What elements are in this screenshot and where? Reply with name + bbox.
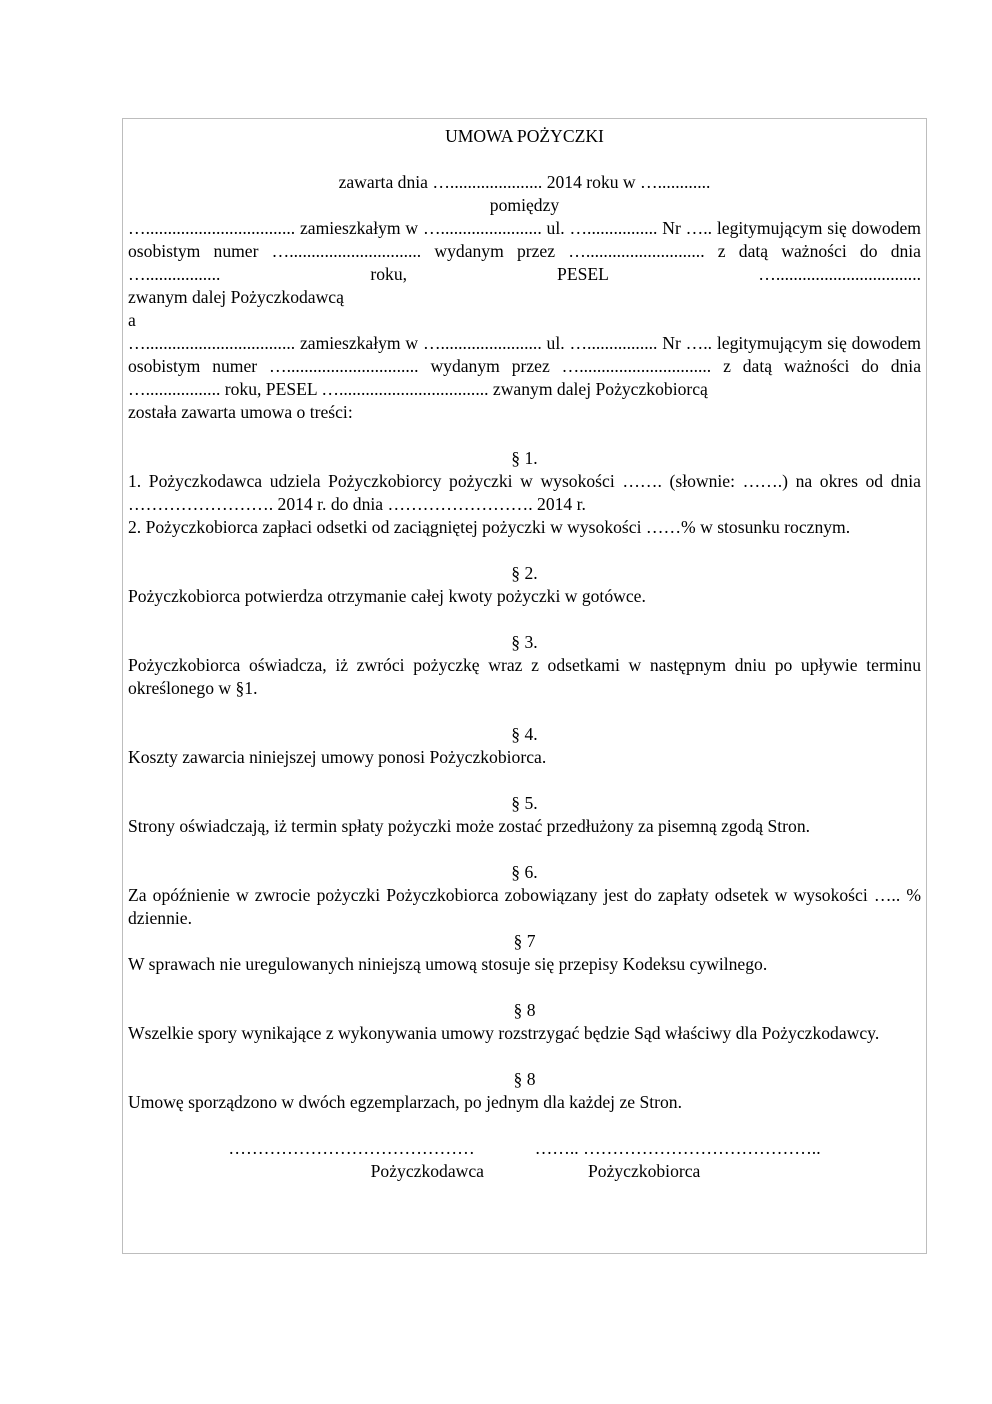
section-7-paragraph: W sprawach nie uregulowanych niniejszą umową stosuje się przepisy Kodeksu cywilnego. — [128, 954, 768, 974]
spacer — [128, 1045, 921, 1068]
signature-left-name: Pożyczkodawca — [370, 1161, 484, 1181]
spacer — [128, 769, 921, 792]
section-4-heading: § 4. — [511, 724, 538, 744]
signature-left-line: …………………………………… — [228, 1138, 475, 1158]
section-6-paragraph: Za opóźnienie w zwrocie pożyczki Pożyczkobiorca zobowiązany jest do zapłaty odsetek w wysokości ….. % dziennie. — [128, 885, 921, 928]
and-label: a — [128, 310, 136, 330]
party2-details: ….................................. zamieszkałym w …....................... ul. …................ Nr ….. legitymującym się dowodem osobistym numer ….............................. wydanym przez ….............................. z datą ważności do dnia …................. roku, PESEL ….................................. zwanym dalej Pożyczkobiorcą — [128, 333, 921, 399]
spacer — [128, 1114, 921, 1137]
document-title: UMOWA POŻYCZKI — [445, 126, 604, 146]
section-1-paragraph-2: 2. Pożyczkobiorca zapłaci odsetki od zaciągniętej pożyczki w wysokości ……% w stosunku rocznym. — [128, 517, 851, 537]
section-5-heading: § 5. — [511, 793, 538, 813]
concluded-content-label: została zawarta umowa o treści: — [128, 402, 353, 422]
section-7-heading: § 7 — [513, 931, 536, 951]
section-6-heading: § 6. — [511, 862, 538, 882]
spacer — [128, 976, 921, 999]
spacer — [128, 608, 921, 631]
section-9-heading: § 8 — [513, 1069, 536, 1089]
section-1-heading: § 1. — [511, 448, 538, 468]
party1-called: zwanym dalej Pożyczkodawcą — [128, 287, 344, 307]
section-3-heading: § 3. — [511, 632, 538, 652]
section-8-heading: § 8 — [513, 1000, 536, 1020]
section-8-paragraph: Wszelkie spory wynikające z wykonywania umowy rozstrzygać będzie Sąd właściwy dla Pożyczkodawcy. — [128, 1023, 880, 1043]
spacer — [128, 700, 921, 723]
signature-names — [128, 1160, 921, 1183]
concluded-line: zawarta dnia …..................... 2014 roku w …............ — [338, 172, 711, 192]
contract-document — [122, 118, 927, 1254]
signature-right-line: …….. ………………………………….. — [534, 1138, 821, 1158]
section-1-paragraph-1: 1. Pożyczkodawca udziela Pożyczkobiorcy pożyczki w wysokości ……. (słownie: …….) na okres od dnia ……………………. 2014 r. do dnia ……………………. 2014 r. — [128, 471, 921, 514]
section-5-paragraph: Strony oświadczają, iż termin spłaty pożyczki może zostać przedłużony za pisemną zgodą Stron. — [128, 816, 811, 836]
spacer — [128, 148, 921, 171]
section-3-paragraph: Pożyczkobiorca oświadcza, iż zwróci pożyczkę wraz z odsetkami w następnym dniu po upływie terminu określonego w §1. — [128, 655, 921, 698]
signature-right-name: Pożyczkobiorca — [587, 1161, 701, 1181]
section-4-paragraph: Koszty zawarcia niniejszej umowy ponosi Pożyczkobiorca. — [128, 747, 547, 767]
spacer — [128, 838, 921, 861]
section-2-heading: § 2. — [511, 563, 538, 583]
between-label: pomiędzy — [489, 195, 560, 215]
section-2-paragraph: Pożyczkobiorca potwierdza otrzymanie całej kwoty pożyczki w gotówce. — [128, 586, 646, 606]
party1-details: ….................................. zamieszkałym w …....................... ul. …................ Nr ….. legitymującym się dowodem osobistym numer ….............................. wydanym przez …........................... z datą ważności do dnia …................. roku, PESEL …................................. — [128, 218, 921, 284]
spacer — [128, 424, 921, 447]
signature-lines — [128, 1137, 921, 1160]
section-9-paragraph: Umowę sporządzono w dwóch egzemplarzach, po jednym dla każdej ze Stron. — [128, 1092, 683, 1112]
spacer — [128, 539, 921, 562]
